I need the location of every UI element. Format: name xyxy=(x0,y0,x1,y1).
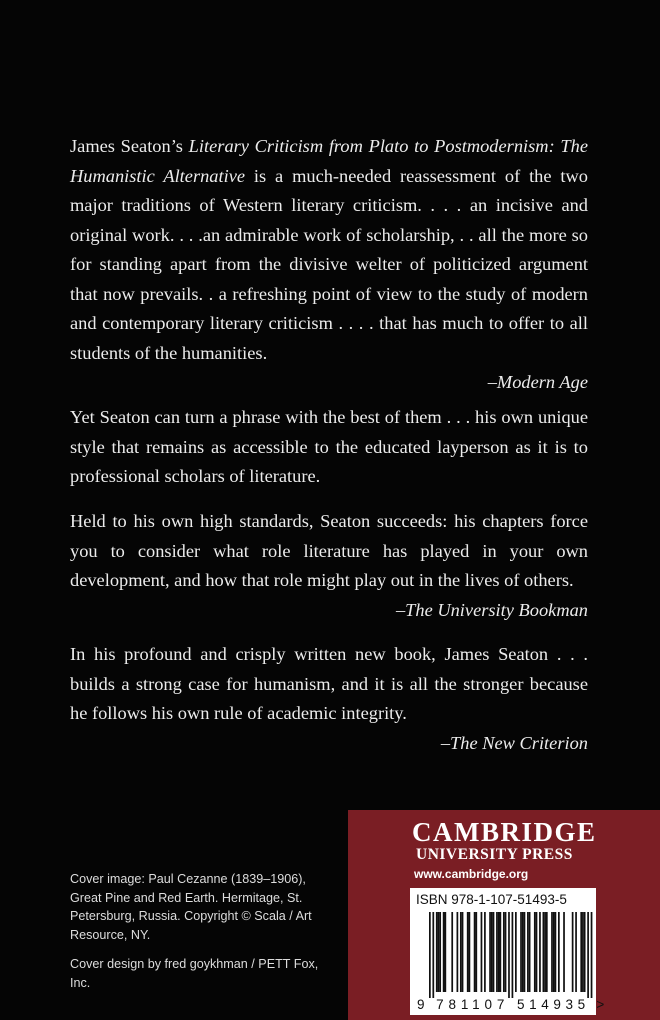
review-quote-modern-age xyxy=(70,132,588,397)
barcode-bar xyxy=(539,912,541,992)
barcode-bar xyxy=(582,912,584,992)
isbn-label: ISBN 978-1-107-51493-5 xyxy=(416,892,567,907)
barcode-bar xyxy=(498,912,500,992)
attribution-source: Modern Age xyxy=(496,372,588,392)
isbn-barcode xyxy=(410,888,605,1015)
barcode-bar xyxy=(591,912,593,998)
barcode-bar xyxy=(443,912,445,992)
barcode-bar xyxy=(474,912,476,992)
barcode-bar xyxy=(489,912,491,992)
quote-text xyxy=(70,640,588,729)
barcode-bar xyxy=(436,912,438,992)
barcode-bar xyxy=(491,912,493,992)
publisher-panel xyxy=(348,810,660,1020)
barcode-bar xyxy=(544,912,546,992)
review-quote-new-criterion xyxy=(70,640,588,758)
barcode-bar xyxy=(512,912,514,998)
quote-attribution xyxy=(70,596,588,625)
publisher-subname: UNIVERSITY PRESS xyxy=(416,846,573,863)
quote-text xyxy=(70,132,588,368)
barcode-bar xyxy=(457,912,459,992)
barcode-bar xyxy=(529,912,531,992)
barcode-bar xyxy=(536,912,538,992)
barcode-quiet-zone-mark: > xyxy=(596,997,605,1012)
barcode-bar xyxy=(460,912,462,992)
barcode-bar xyxy=(524,912,526,992)
barcode-bar xyxy=(546,912,548,992)
barcode-bar xyxy=(522,912,524,992)
barcode-bar xyxy=(584,912,586,992)
barcode-bar xyxy=(553,912,555,992)
barcode-bar xyxy=(469,912,471,992)
barcode-bar xyxy=(481,912,483,992)
barcode-bar xyxy=(551,912,553,992)
attribution-source: The New Criterion xyxy=(450,732,588,753)
review-quote-university-bookman xyxy=(70,507,588,625)
barcode-digits-right: 514935 xyxy=(517,997,586,1012)
quote-title-italic: Literary Criticism from Plato to Postmodernism: The Humanistic Alternative xyxy=(70,136,588,186)
publisher-name: CAMBRIDGE xyxy=(412,817,597,847)
cover-design-credit: Cover design by fred goykhman / PETT Fox, Inc. xyxy=(70,957,319,990)
quote-text-segment: Yet Seaton can turn a phrase with the best of them . . . his own unique style that remains as accessible to the educated layperson as it is to professional scholars of literature. xyxy=(70,407,588,486)
barcode-bar xyxy=(580,912,582,992)
barcode-bar xyxy=(451,912,453,992)
barcode-bar xyxy=(475,912,477,992)
quote-attribution xyxy=(70,368,588,397)
barcode-bar xyxy=(496,912,498,992)
barcode-bar xyxy=(508,912,510,998)
barcode-bar xyxy=(558,912,560,992)
barcode-digit-lead: 9 xyxy=(417,997,425,1012)
barcode-digits-left: 781107 xyxy=(436,997,505,1012)
barcode-bar xyxy=(505,912,507,992)
quote-text-segment: In his profound and crisply written new book, James Seaton . . . builds a strong case for humanism, and it is all the stronger because he follows his own rule of academic integrity. xyxy=(70,644,588,723)
barcode-bar xyxy=(572,912,574,992)
attribution-dash: – xyxy=(487,372,497,392)
quote-text xyxy=(70,507,588,596)
barcode-bar xyxy=(467,912,469,992)
barcode-bar xyxy=(527,912,529,992)
review-quote-seaton-style xyxy=(70,403,588,492)
publisher-url: www.cambridge.org xyxy=(414,867,529,881)
attribution-dash: – xyxy=(440,732,451,753)
barcode-bar xyxy=(503,912,505,992)
barcode-bar xyxy=(534,912,536,992)
barcode-bar xyxy=(555,912,557,992)
attribution-source: The University Bookman xyxy=(405,599,588,620)
quote-attribution xyxy=(70,729,588,758)
barcode-graphic xyxy=(410,888,605,1015)
barcode-bar xyxy=(444,912,446,992)
barcode-bar xyxy=(432,912,434,998)
barcode-bar xyxy=(520,912,522,992)
barcode-bar xyxy=(500,912,502,992)
barcode-bar xyxy=(563,912,565,992)
attribution-dash: – xyxy=(395,599,406,620)
barcode-bar xyxy=(493,912,495,992)
quote-text-segment: is a much-needed reassessment of the two major traditions of Western literary criticism. . . . an incisive and original work. . . .an admirable work of scholarship, . . all the more so for standing apart from the divisive welter of politicized argument that now prevails. . a refreshing point of view to the study of modern and contemporary literary criticism . . . . that has much to offer to all students of the humanities. xyxy=(70,165,588,363)
quote-text-segment: Held to his own high standards, Seaton succeeds: his chapters force you to consider what role literature has played in your own development, and how that role might play out in the lives of others. xyxy=(70,511,588,590)
barcode-bar xyxy=(587,912,589,998)
barcode-bar xyxy=(438,912,440,992)
barcode-bar xyxy=(575,912,577,992)
barcode-bar xyxy=(515,912,517,992)
barcode-bar xyxy=(439,912,441,992)
quote-text-segment: James Seaton’s xyxy=(70,136,189,156)
barcode-bar xyxy=(462,912,464,992)
barcode-bar xyxy=(543,912,545,992)
barcode-bar xyxy=(484,912,486,992)
barcode-bar xyxy=(429,912,431,998)
quote-text xyxy=(70,403,588,492)
cover-image-credit: Cover image: Paul Cezanne (1839–1906), Great Pine and Red Earth. Hermitage, St. Petersburg, Russia. Copyright © Scala / Art Resource, NY. xyxy=(70,872,312,942)
